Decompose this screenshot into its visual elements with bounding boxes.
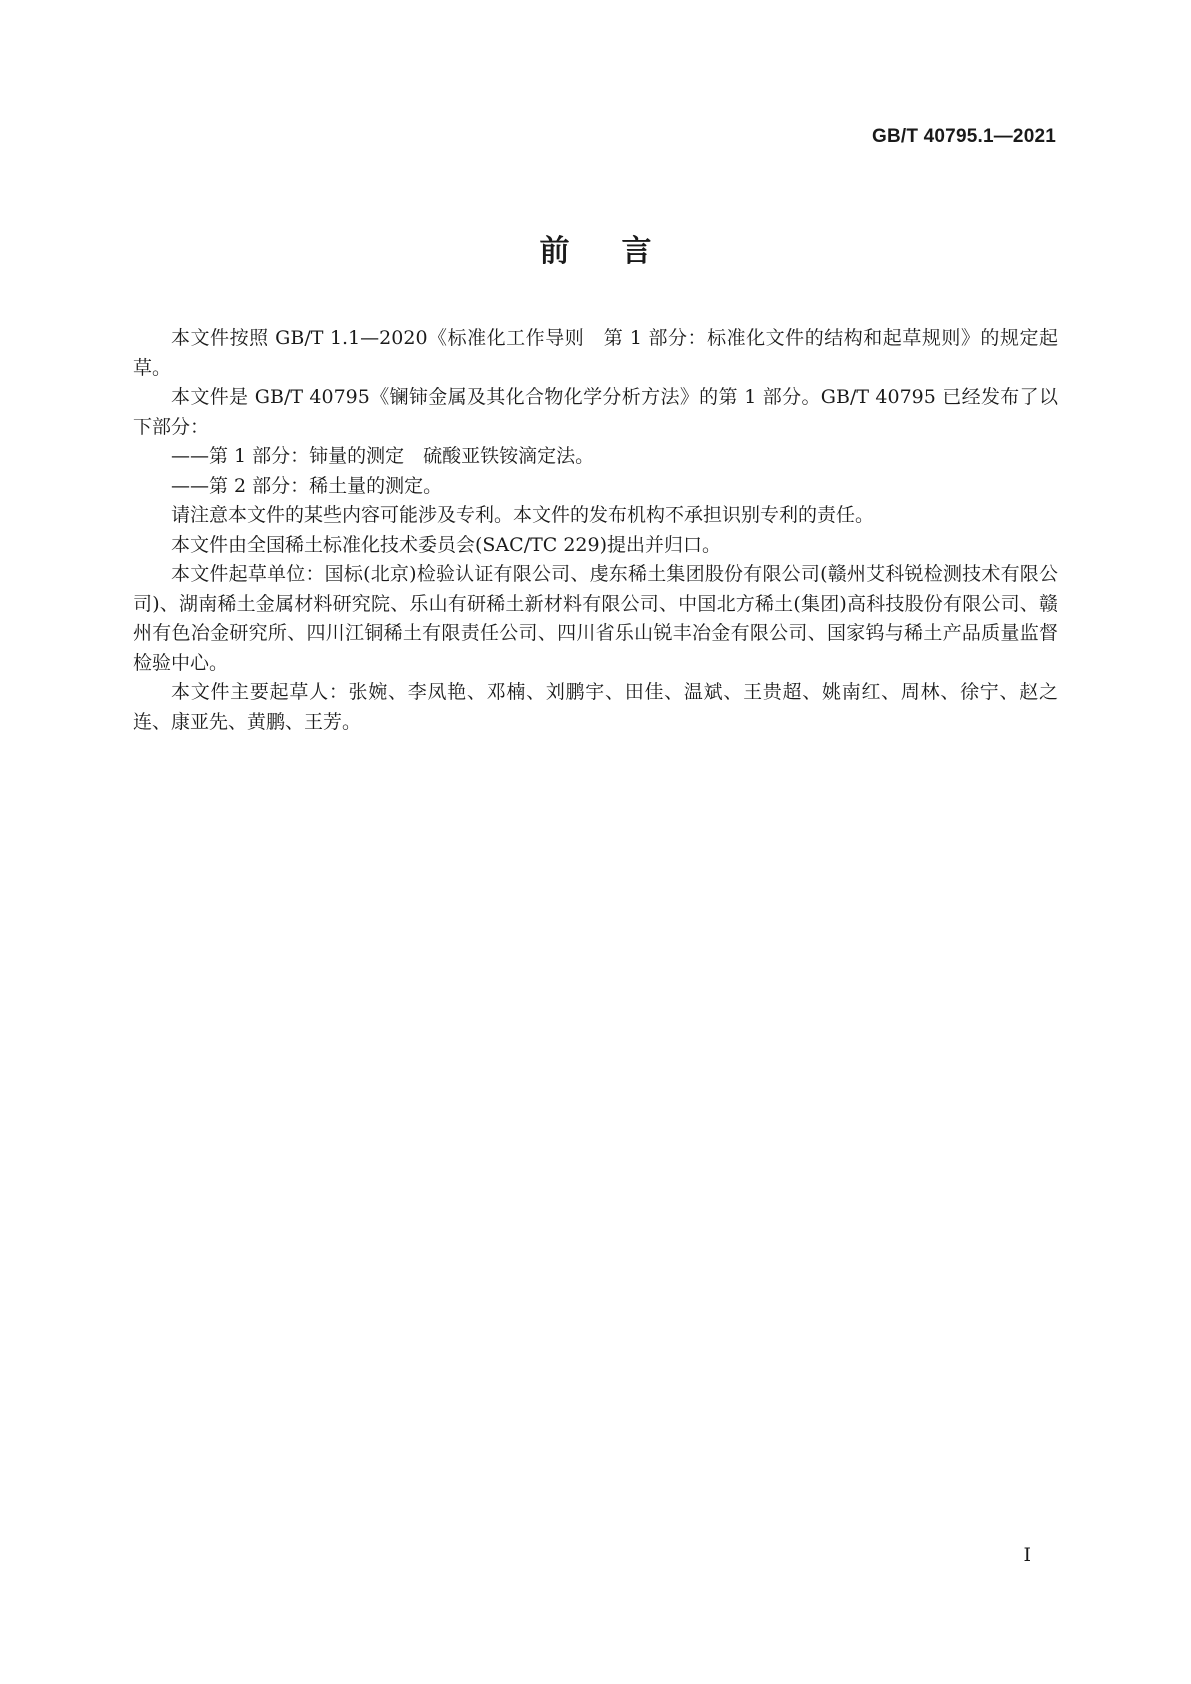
- page-title: 前言: [539, 234, 704, 269]
- standard-number: GB/T 40795.1—2021: [871, 126, 1056, 147]
- paragraph-drafting-units: 本文件起草单位：国标(北京)检验认证有限公司、虔东稀土集团股份有限公司(赣州艾科锐检测技术有限公司)、湖南稀土金属材料研究院、乐山有研稀土新材料有限公司、中国北方稀土(集团)高科技股份有限公司、赣州有色冶金研究所、四川江铜稀土有限责任公司、四川省乐山锐丰冶金有限公司、国家钨与稀土产品质量监督检验中心。: [133, 563, 1058, 674]
- paragraph-drafters: 本文件主要起草人：张婉、李凤艳、邓楠、刘鹏宇、田佳、温斌、王贵超、姚南红、周林、徐宁、赵之连、康亚先、黄鹏、王芳。: [133, 681, 1058, 733]
- document-body: [133, 324, 1058, 737]
- paragraph-committee: 本文件由全国稀土标准化技术委员会(SAC/TC 229)提出并归口。: [171, 533, 722, 556]
- paragraph-part-statement: 本文件是 GB/T 40795《镧铈金属及其化合物化学分析方法》的第 1 部分。GB/T 40795 已经发布了以下部分：: [133, 386, 1058, 438]
- paragraph-patent-notice: 请注意本文件的某些内容可能涉及专利。本文件的发布机构不承担识别专利的责任。: [171, 504, 875, 526]
- page-number: I: [1023, 1544, 1031, 1566]
- paragraph-drafting-rules: 本文件按照 GB/T 1.1—2020《标准化工作导则 第 1 部分：标准化文件的结构和起草规则》的规定起草。: [133, 327, 1058, 379]
- list-item-part-1: ——第 1 部分：铈量的测定 硫酸亚铁铵滴定法。: [171, 445, 595, 467]
- list-item-part-2: ——第 2 部分：稀土量的测定。: [171, 474, 443, 497]
